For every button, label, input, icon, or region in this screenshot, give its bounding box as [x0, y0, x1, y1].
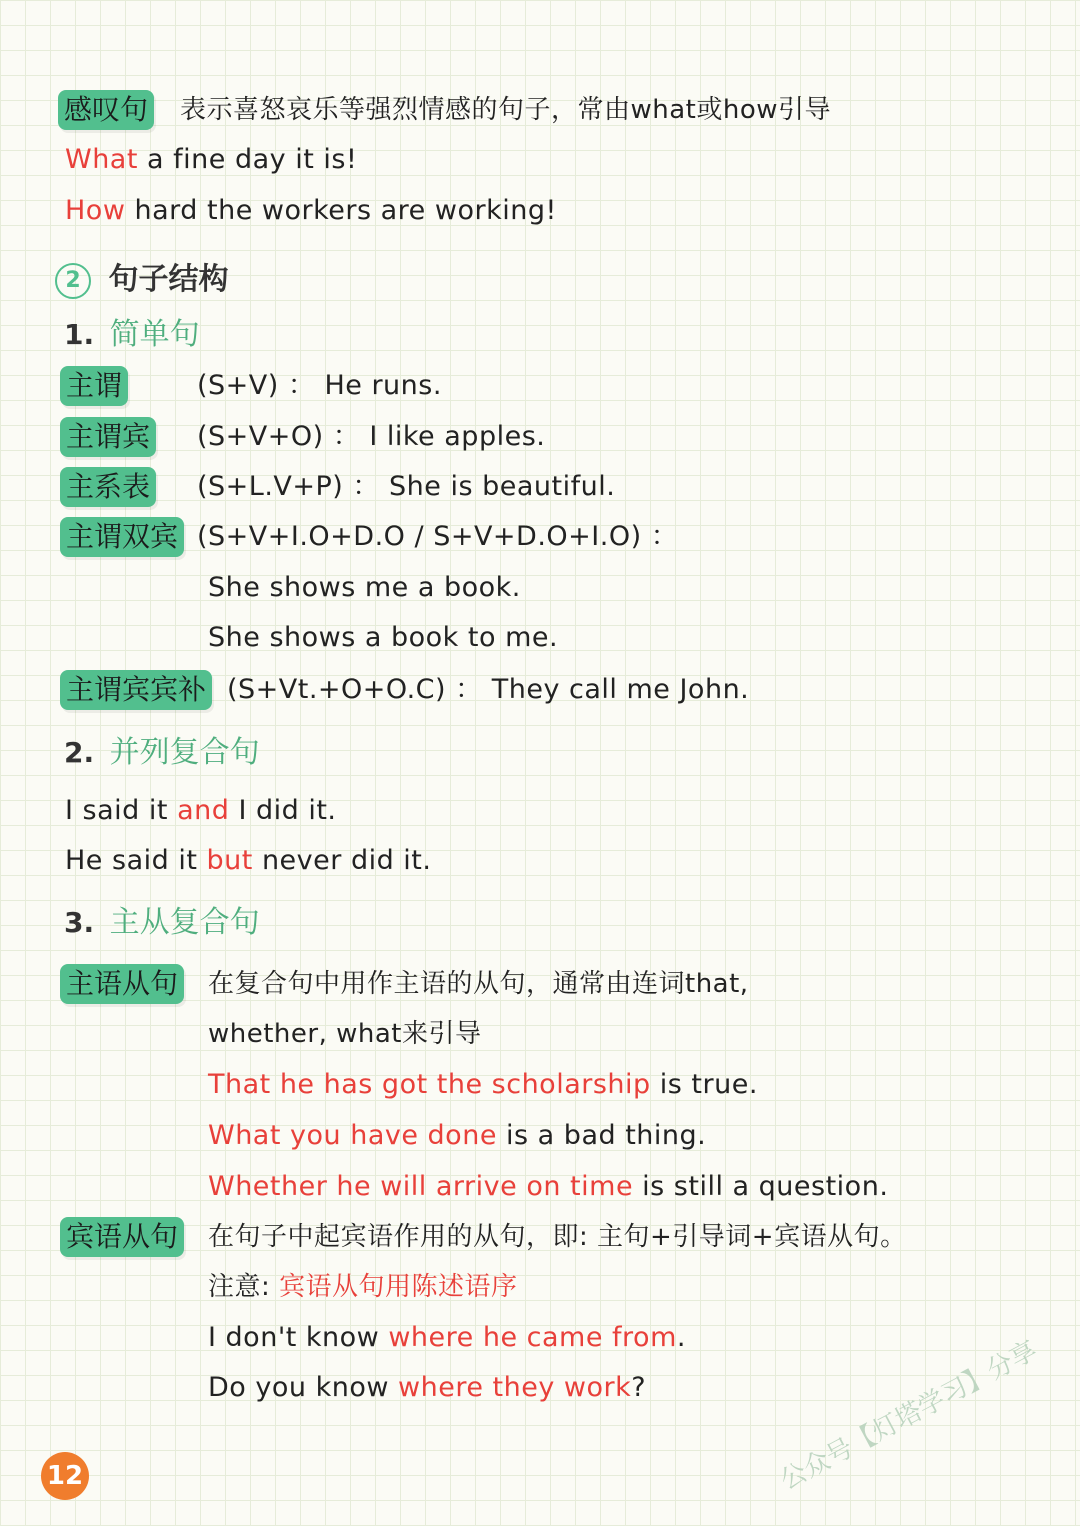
- subject-clause-desc-1: 在复合句中用作主语的从句，通常由连词that,: [208, 969, 749, 999]
- example-text: I don't know: [208, 1322, 389, 1353]
- subject-clause-example-2: [208, 1118, 706, 1154]
- note-label: 注意:: [208, 1272, 280, 1302]
- tag-svo: 主谓宾: [60, 417, 156, 457]
- conjunction: but: [206, 845, 253, 876]
- conjunction: and: [177, 795, 230, 826]
- example-text: ?: [631, 1372, 647, 1403]
- double-object-example-2: She shows a book to me.: [208, 622, 559, 653]
- object-clause-example-2: [208, 1370, 646, 1406]
- pattern-svp: (S+L.V+P) ： She is beautiful.: [197, 471, 616, 502]
- tag-svoo: 主谓双宾: [60, 517, 184, 557]
- clause: What you have done: [208, 1120, 497, 1151]
- example-text: a fine day it is!: [137, 144, 358, 175]
- object-clause-note: [208, 1269, 518, 1305]
- pattern-svoo: (S+V+I.O+D.O / S+V+D.O+I.O) ：: [197, 521, 679, 552]
- page-number: 12: [41, 1452, 89, 1500]
- keyword: How: [65, 195, 126, 226]
- pattern-sv: (S+V) ： He runs.: [197, 370, 442, 401]
- example-text: never did it.: [252, 845, 432, 876]
- exclamatory-desc: 表示喜怒哀乐等强烈情感的句子，常由what或how引导: [180, 95, 832, 125]
- example-text: He said it: [65, 845, 207, 876]
- example-text: is a bad thing.: [496, 1120, 707, 1151]
- subsection-number: 1.: [64, 318, 95, 351]
- clause: Whether he will arrive on time: [208, 1171, 634, 1202]
- note-text: 宾语从句用陈述语序: [279, 1272, 518, 1302]
- watermark: 公众号【灯塔学习】分享: [775, 1335, 1043, 1497]
- section-2-header: [55, 260, 229, 300]
- object-clause-desc: 在句子中起宾语作用的从句，即: 主句+引导词+宾语从句。: [208, 1222, 907, 1252]
- section-number-circle: 2: [55, 263, 91, 299]
- subsection-complex: [64, 904, 260, 942]
- subsection-simple: [64, 316, 200, 354]
- example-text: .: [676, 1322, 686, 1353]
- tag-svoc: 主谓宾宾补: [60, 670, 212, 710]
- clause: That he has got the scholarship: [208, 1069, 651, 1100]
- subsection-title: 主从复合句: [109, 905, 260, 940]
- tag-svp: 主系表: [60, 467, 156, 507]
- subsection-number: 2.: [64, 736, 95, 769]
- example-text: is still a question.: [633, 1171, 889, 1202]
- double-object-example-1: She shows me a book.: [208, 572, 521, 603]
- subsection-number: 3.: [64, 906, 95, 939]
- tag-sv: 主谓: [60, 366, 128, 406]
- tag-subject-clause: 主语从句: [60, 964, 184, 1004]
- keyword: What: [65, 144, 138, 175]
- subject-clause-example-1: [208, 1067, 758, 1103]
- subsection-compound: [64, 734, 260, 772]
- tag-exclamatory: 感叹句: [58, 90, 154, 130]
- subsection-title: 并列复合句: [109, 735, 260, 770]
- exclamatory-example-1: [65, 142, 357, 178]
- tag-object-clause: 宾语从句: [60, 1217, 184, 1257]
- example-text: Do you know: [208, 1372, 399, 1403]
- pattern-svoc: (S+Vt.+O+O.C) ： They call me John.: [227, 674, 750, 705]
- subject-clause-desc-2: whether, what来引导: [208, 1019, 482, 1049]
- example-text: hard the workers are working!: [125, 195, 557, 226]
- compound-example-1: [65, 793, 337, 829]
- example-text: is true.: [650, 1069, 758, 1100]
- compound-example-2: [65, 843, 431, 879]
- pattern-svo: (S+V+O) ： I like apples.: [197, 421, 546, 452]
- exclamatory-example-2: [65, 193, 557, 229]
- subsection-title: 简单句: [109, 317, 200, 352]
- subject-clause-example-3: [208, 1169, 888, 1205]
- example-text: I said it: [65, 795, 178, 826]
- clause: where he came from: [388, 1322, 677, 1353]
- object-clause-example-1: [208, 1320, 686, 1356]
- clause: where they work: [398, 1372, 632, 1403]
- section-title: 句子结构: [108, 262, 229, 297]
- example-text: I did it.: [229, 795, 337, 826]
